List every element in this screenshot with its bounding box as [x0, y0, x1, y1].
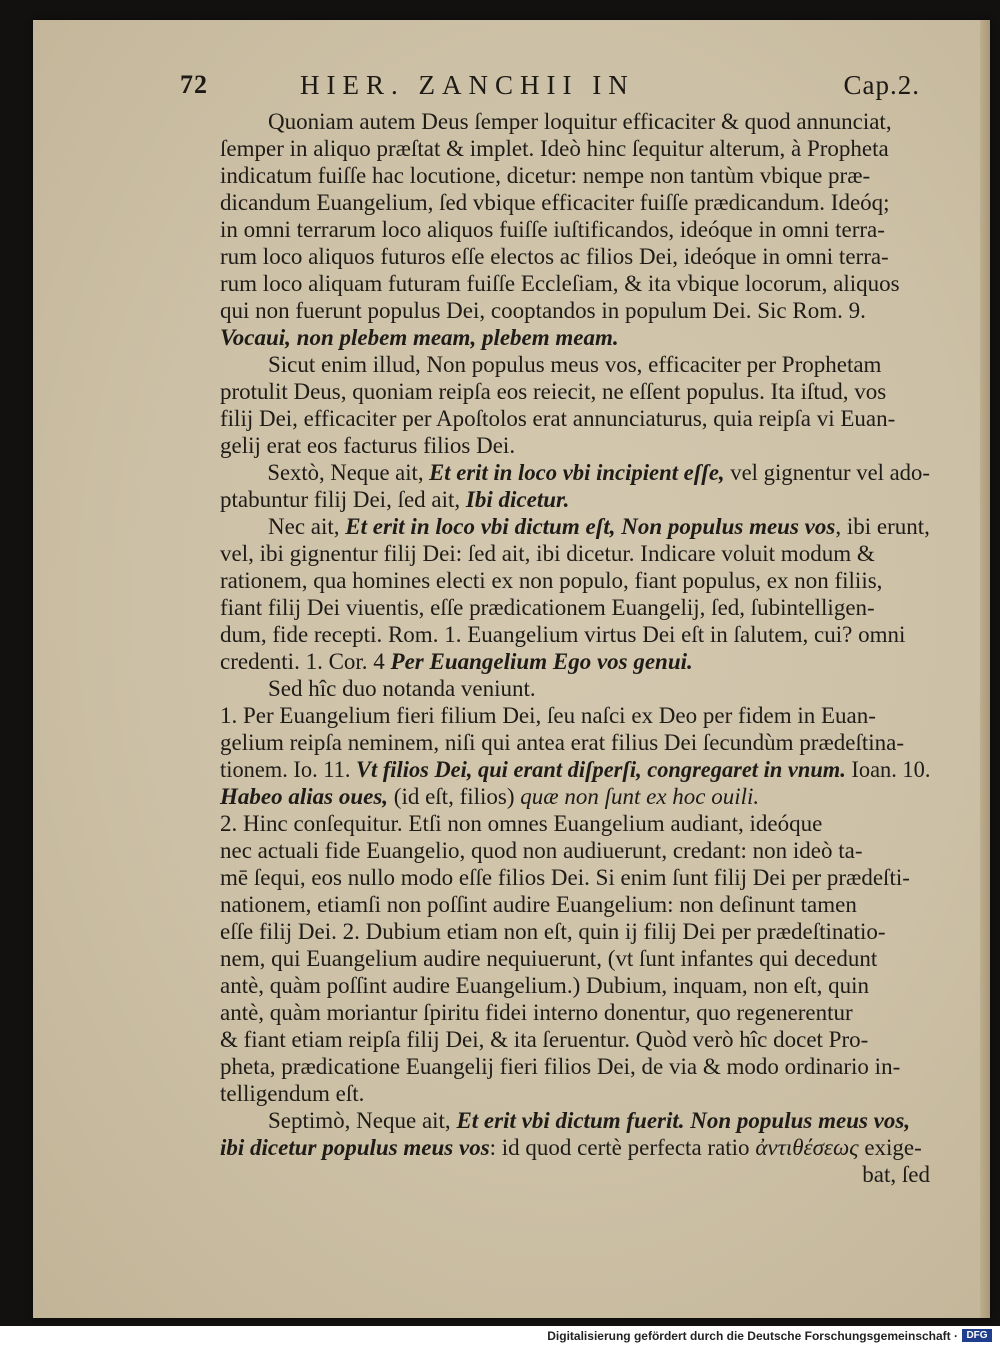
text-line: rum loco aliquam futuram fuiſſe Eccleſiam, & ita vbique locorum, aliquos [220, 271, 900, 296]
text-line: & fiant etiam reipſa filij Dei, & ita ſeruentur. Quòd verò hîc docet Pro- [220, 1027, 869, 1052]
text-line: Septimò, Neque ait, Et erit vbi dictum fuerit. Non populus meus vos, [268, 1108, 911, 1133]
catchword-line: bat, ſed [862, 1162, 930, 1187]
text-line: eſſe filij Dei. 2. Dubium etiam non eſt, quin ij filij Dei per prædeſtinatio- [220, 919, 886, 944]
text-line: dicandum Euangelium, ſed vbique efficaciter fuiſſe prædicandum. Ideóq; [220, 190, 890, 215]
text-line: nationem, etiamſi non poſſint audire Euangelium: non deſinunt tamen [220, 892, 857, 917]
text-line: dum, fide recepti. Rom. 1. Euangelium virtus Dei eſt in ſalutem, cui? omni [220, 622, 906, 647]
text-line: credenti. 1. Cor. 4 Per Euangelium Ego vos genui. [220, 649, 693, 674]
text-line: qui non fuerunt populus Dei, cooptandos in populum Dei. Sic Rom. 9. [220, 298, 866, 323]
text-line: ibi dicetur populus meus vos: id quod certè perfecta ratio ἀντιθέσεως exige- [220, 1135, 922, 1160]
text-line: Sextò, Neque ait, Et erit in loco vbi incipient eſſe, vel gignentur vel ado- [267, 460, 930, 485]
text-line: nem, qui Euangelium audire nequiuerunt, (vt ſunt infantes qui decedunt [220, 946, 878, 971]
running-head [180, 54, 920, 100]
text-line: pheta, prædicatione Euangelij fieri filios Dei, de via & modo ordinario in- [220, 1054, 901, 1079]
funding-credit: Digitalisierung gefördert durch die Deutsche Forschungsgemeinschaft · [547, 1329, 958, 1343]
text-line: Sicut enim illud, Non populus meus vos, efficaciter per Prophetam [268, 352, 882, 377]
text-line: 1. Per Euangelium fieri filium Dei, ſeu naſci ex Deo per fidem in Euan- [220, 703, 876, 728]
chapter-label: Cap.2. [843, 70, 920, 100]
dfg-logo: DFG [962, 1329, 992, 1342]
text-line: Habeo alias oues, (id eſt, filios) quæ non ſunt ex hoc ouili. [220, 784, 760, 809]
text-line: vel, ibi gignentur filij Dei: ſed ait, ibi dicetur. Indicare voluit modum & [220, 541, 875, 566]
text-line: telligendum eſt. [220, 1081, 365, 1106]
page-number: 72 [180, 70, 208, 99]
text-line: fiant filij Dei viuentis, eſſe prædicationem Euangelij, ſed, ſubintelligen- [220, 595, 875, 620]
text-line: Nec ait, Et erit in loco vbi dictum eſt, Non populus meus vos, ibi erunt, [268, 514, 930, 539]
body-text [220, 108, 930, 1188]
digitization-footer [0, 1326, 1000, 1346]
text-line: rationem, qua homines electi ex non populo, fiant populus, ex non filiis, [220, 568, 883, 593]
text-line: gelij erat eos facturus filios Dei. [220, 433, 516, 458]
text-line: rum loco aliquos futuros eſſe electos ac filios Dei, ideóque in omni terra- [220, 244, 889, 269]
text-line: antè, quàm poſſint audire Euangelium.) Dubium, inquam, non eſt, quin [220, 973, 869, 998]
text-line: Quoniam autem Deus ſemper loquitur efficaciter & quod annunciat, [268, 109, 892, 134]
text-line: indicatum fuiſſe hac locutione, dicetur: nempe non tantùm vbique præ- [220, 163, 871, 188]
text-line: Sed hîc duo notanda veniunt. [268, 676, 536, 701]
text-line: tionem. Io. 11. Vt filios Dei, qui erant diſperſi, congregaret in vnum. Ioan. 10. [220, 757, 931, 782]
text-line: ptabuntur filij Dei, ſed ait, Ibi dicetur. [220, 487, 570, 512]
text-line: Vocaui, non plebem meam, plebem meam. [220, 325, 619, 350]
page-edge [980, 20, 990, 1318]
text-line: ſemper in aliquo præſtat & implet. Ideò hinc ſequitur alterum, à Propheta [220, 136, 889, 161]
text-line: protulit Deus, quoniam reipſa eos reiecit, ne eſſent populus. Ita iſtud, vos [220, 379, 887, 404]
text-line: in omni terrarum loco aliquos fuiſſe iuſtificandos, ideóque in omni terra- [220, 217, 885, 242]
text-line: nec actuali fide Euangelio, quod non audiuerunt, credant: non ideò ta- [220, 838, 863, 863]
text-line: gelium reipſa neminem, niſi qui antea erat filius Dei ſecundùm prædeſtina- [220, 730, 905, 755]
text-line: filij Dei, efficaciter per Apoſtolos erat annunciaturus, quia reipſa vi Euan- [220, 406, 896, 431]
text-line: antè, quàm moriantur ſpiritu fidei interno donentur, quo regenerentur [220, 1000, 853, 1025]
text-line: 2. Hinc conſequitur. Etſi non omnes Euangelium audiant, ideóque [220, 811, 823, 836]
running-title: HIER. ZANCHII IN [300, 70, 635, 100]
text-line: mē ſequi, eos nullo modo eſſe filios Dei. Si enim ſunt filij Dei per prædeſti- [220, 865, 910, 890]
